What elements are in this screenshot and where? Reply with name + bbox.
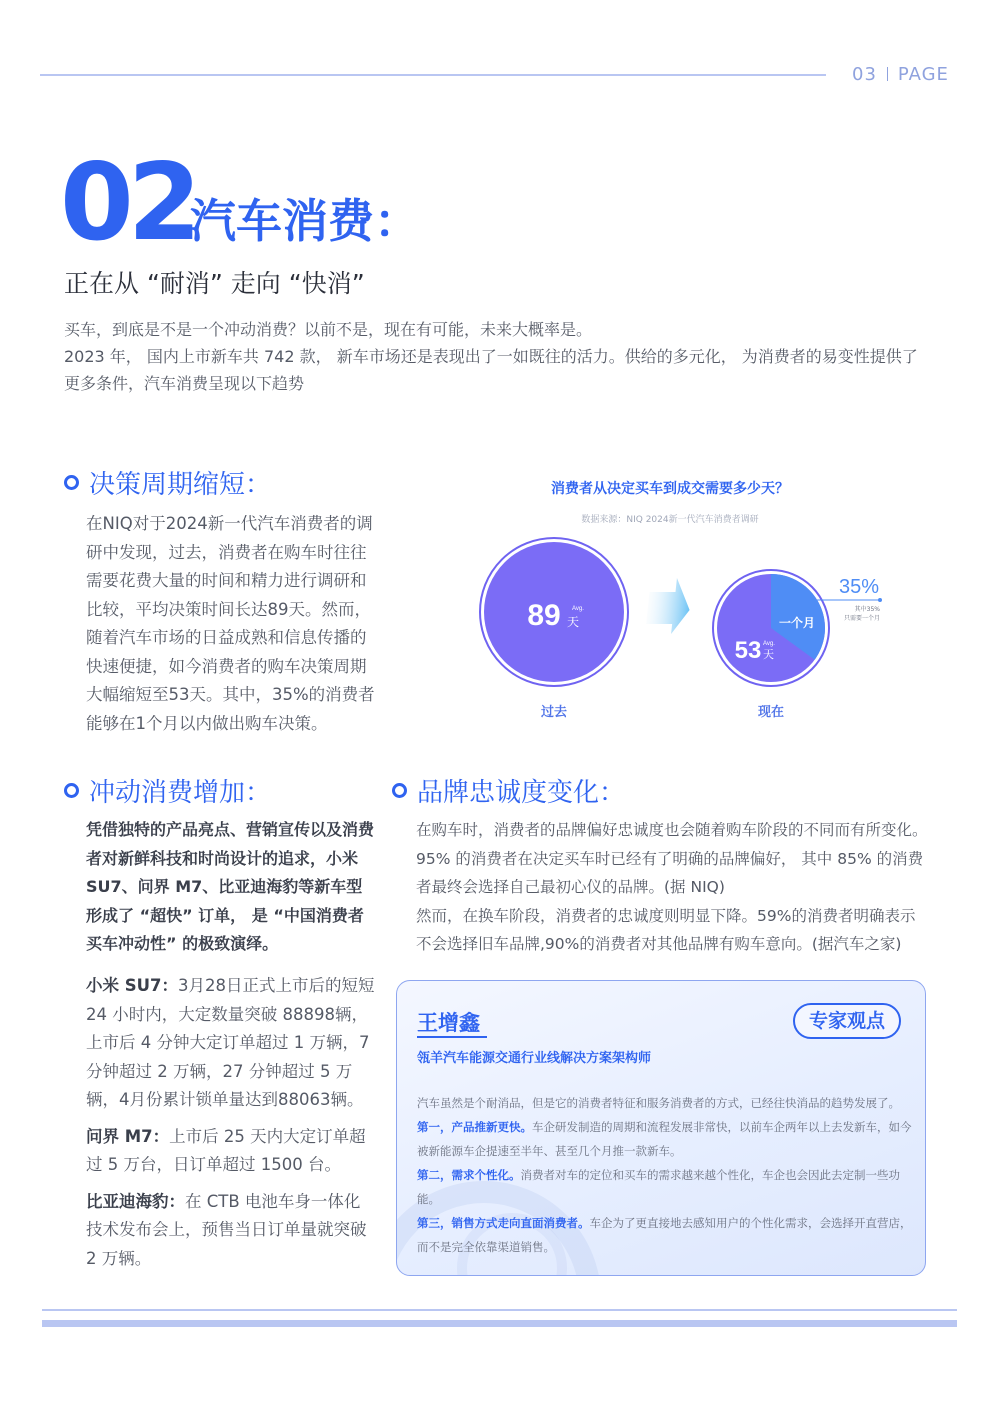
impulse-examples <box>86 972 376 1273</box>
arrow-right-icon <box>645 578 693 634</box>
now-slice-label: 一个月 <box>778 616 816 630</box>
brand-loyalty-body <box>416 816 928 959</box>
callout-note-2: 只需要一个月 <box>843 615 880 622</box>
chart-title: 消费者从决定买车到成交需要多少天？ <box>551 481 789 497</box>
expert-para-4 <box>417 1211 913 1259</box>
chapter-subtitle: 正在从 “耐消” 走向 “快消” <box>64 269 365 298</box>
page-label: PAGE <box>897 64 949 85</box>
expert-quote <box>417 1091 913 1259</box>
chart-source: 数据来源：NIQ 2024新一代汽车消费者调研 <box>581 515 759 525</box>
example-label: 小米 SU7： <box>86 976 179 995</box>
expert-name-underline <box>417 1036 487 1038</box>
footer-divider-thick <box>42 1320 957 1327</box>
example-wenjie <box>86 1123 376 1180</box>
intro-paragraph <box>64 316 932 397</box>
page-indicator <box>852 64 949 85</box>
example-text: 3月28日正式上市后的短短 24 小时内，大定数量突破 88898辆，上市后 4 分钟大定订单超过 1 万辆，7 分钟超过 2 万辆，27 分钟超过 5 万辆，4月份累计锁单量达到88063辆。 <box>86 976 375 1109</box>
brand-loyalty-para-1: 在购车时，消费者的品牌偏好忠诚度也会随着购车阶段的不同而有所变化。95% 的消费者在决定买车时已经有了明确的品牌偏好， 其中 85% 的消费者最终会选择自己最初心仪的品牌。(据 NIQ) <box>416 821 928 896</box>
header-divider <box>40 74 826 76</box>
chapter-title: 汽车消费： <box>190 194 420 248</box>
past-value: 89 <box>527 599 561 632</box>
bullet-circle-icon <box>392 783 407 798</box>
expert-point-label: 第三，销售方式走向直面消费者。 <box>417 1216 590 1230</box>
section-body-decision-cycle: 在NIQ对于2024新一代汽车消费者的调研中发现，过去，消费者在购车时往往需要花费大量的时间和精力进行调研和比较，平均决策时间长达89天。然而，随着汽车市场的日益成熟和信息传播的快速便捷，如今消费者的购车决策周期大幅缩短至53天。其中，35%的消费者能够在1个月以内做出购车决策。 <box>86 514 375 733</box>
past-avg: Avg. <box>572 606 584 612</box>
example-xiaomi <box>86 972 376 1115</box>
section-heading-decision-cycle <box>64 464 271 501</box>
now-value: 53 <box>734 637 762 664</box>
intro-line-2: 2023 年， 国内上市新车共 742 款， 新车市场还是表现出了一如既往的活力。供给的多元化， 为消费者的易变性提供了更多条件，汽车消费呈现以下趋势 <box>64 347 918 393</box>
expert-badge: 专家观点 <box>793 1003 901 1039</box>
expert-para-2 <box>417 1115 913 1163</box>
section-heading-brand-loyalty <box>392 772 625 809</box>
example-label: 比亚迪海豹： <box>86 1191 185 1211</box>
example-byd <box>86 1188 376 1274</box>
example-text: 在 CTB 电池车身一体化技术发布会上，预售当日订单量就突破 2 万辆。 <box>86 1191 367 1268</box>
section-heading-text: 品牌忠诚度变化： <box>417 778 626 808</box>
chapter-number: 02 <box>60 141 196 264</box>
expert-point-text: 消费者对车的定位和买车的需求越来越个性化，车企也会因此去定制一些功能。 <box>417 1168 900 1206</box>
expert-para-1: 汽车虽然是个耐消品，但是它的消费者特征和服务消费者的方式，已经往快消品的趋势发展了。 <box>417 1096 900 1110</box>
callout-percent: 35% <box>839 576 880 598</box>
section-heading-text: 冲动消费增加： <box>89 778 272 808</box>
page-separator <box>887 67 888 81</box>
now-label: 现在 <box>757 705 785 720</box>
section-heading-impulse <box>64 772 271 809</box>
past-label: 过去 <box>540 705 568 720</box>
brand-loyalty-para-2: 然而，在换车阶段，消费者的忠诚度则明显下降。59%的消费者明确表示不会选择旧车品牌,90%的消费者对其他品牌有购车意向。(据汽车之家) <box>416 906 916 953</box>
expert-para-3 <box>417 1163 913 1211</box>
now-unit: 天 <box>763 648 774 661</box>
example-label: 问界 M7： <box>86 1126 170 1146</box>
past-unit: 天 <box>567 615 580 629</box>
expert-point-label: 第二，需求个性化。 <box>417 1168 521 1182</box>
footer-divider-thin <box>42 1309 957 1311</box>
callout-dot <box>878 598 882 602</box>
bullet-circle-icon <box>64 475 79 490</box>
section-heading-text: 决策周期缩短： <box>89 470 272 500</box>
expert-point-label: 第一，产品推新更快。 <box>417 1120 532 1134</box>
callout-note-1: 其中35% <box>854 606 880 613</box>
expert-opinion-card <box>396 980 926 1276</box>
decision-days-chart <box>430 530 910 730</box>
expert-point-text: 车企为了更直接地去感知用户的个性化需求，会选择开直营店，而不是完全依靠渠道销售。 <box>417 1216 912 1254</box>
impulse-summary: 凭借独特的产品亮点、营销宣传以及消费者对新鲜科技和时尚设计的追求，小米SU7、问界 M7、比亚迪海豹等新车型形成了 “超快” 订单， 是 “中国消费者买车冲动性” 的极致演绎。 <box>86 820 375 953</box>
now-avg: Avg. <box>763 641 775 647</box>
expert-role: 瓴羊汽车能源交通行业线解决方案架构师 <box>417 1051 652 1066</box>
intro-line-1: 买车，到底是不是一个冲动消费？以前不是，现在有可能，未来大概率是。 <box>64 320 593 339</box>
example-text: 上市后 25 天内大定订单超过 5 万台，日订单超过 1500 台。 <box>86 1126 366 1174</box>
expert-name: 王增鑫 <box>417 1011 480 1035</box>
expert-point-text: 车企研发制造的周期和流程发展非常快，以前车企两年以上去发新车，如今被新能源车企提速至半年、甚至几个月推一款新车。 <box>417 1120 912 1158</box>
bullet-circle-icon <box>64 783 79 798</box>
page-number: 03 <box>852 64 877 85</box>
